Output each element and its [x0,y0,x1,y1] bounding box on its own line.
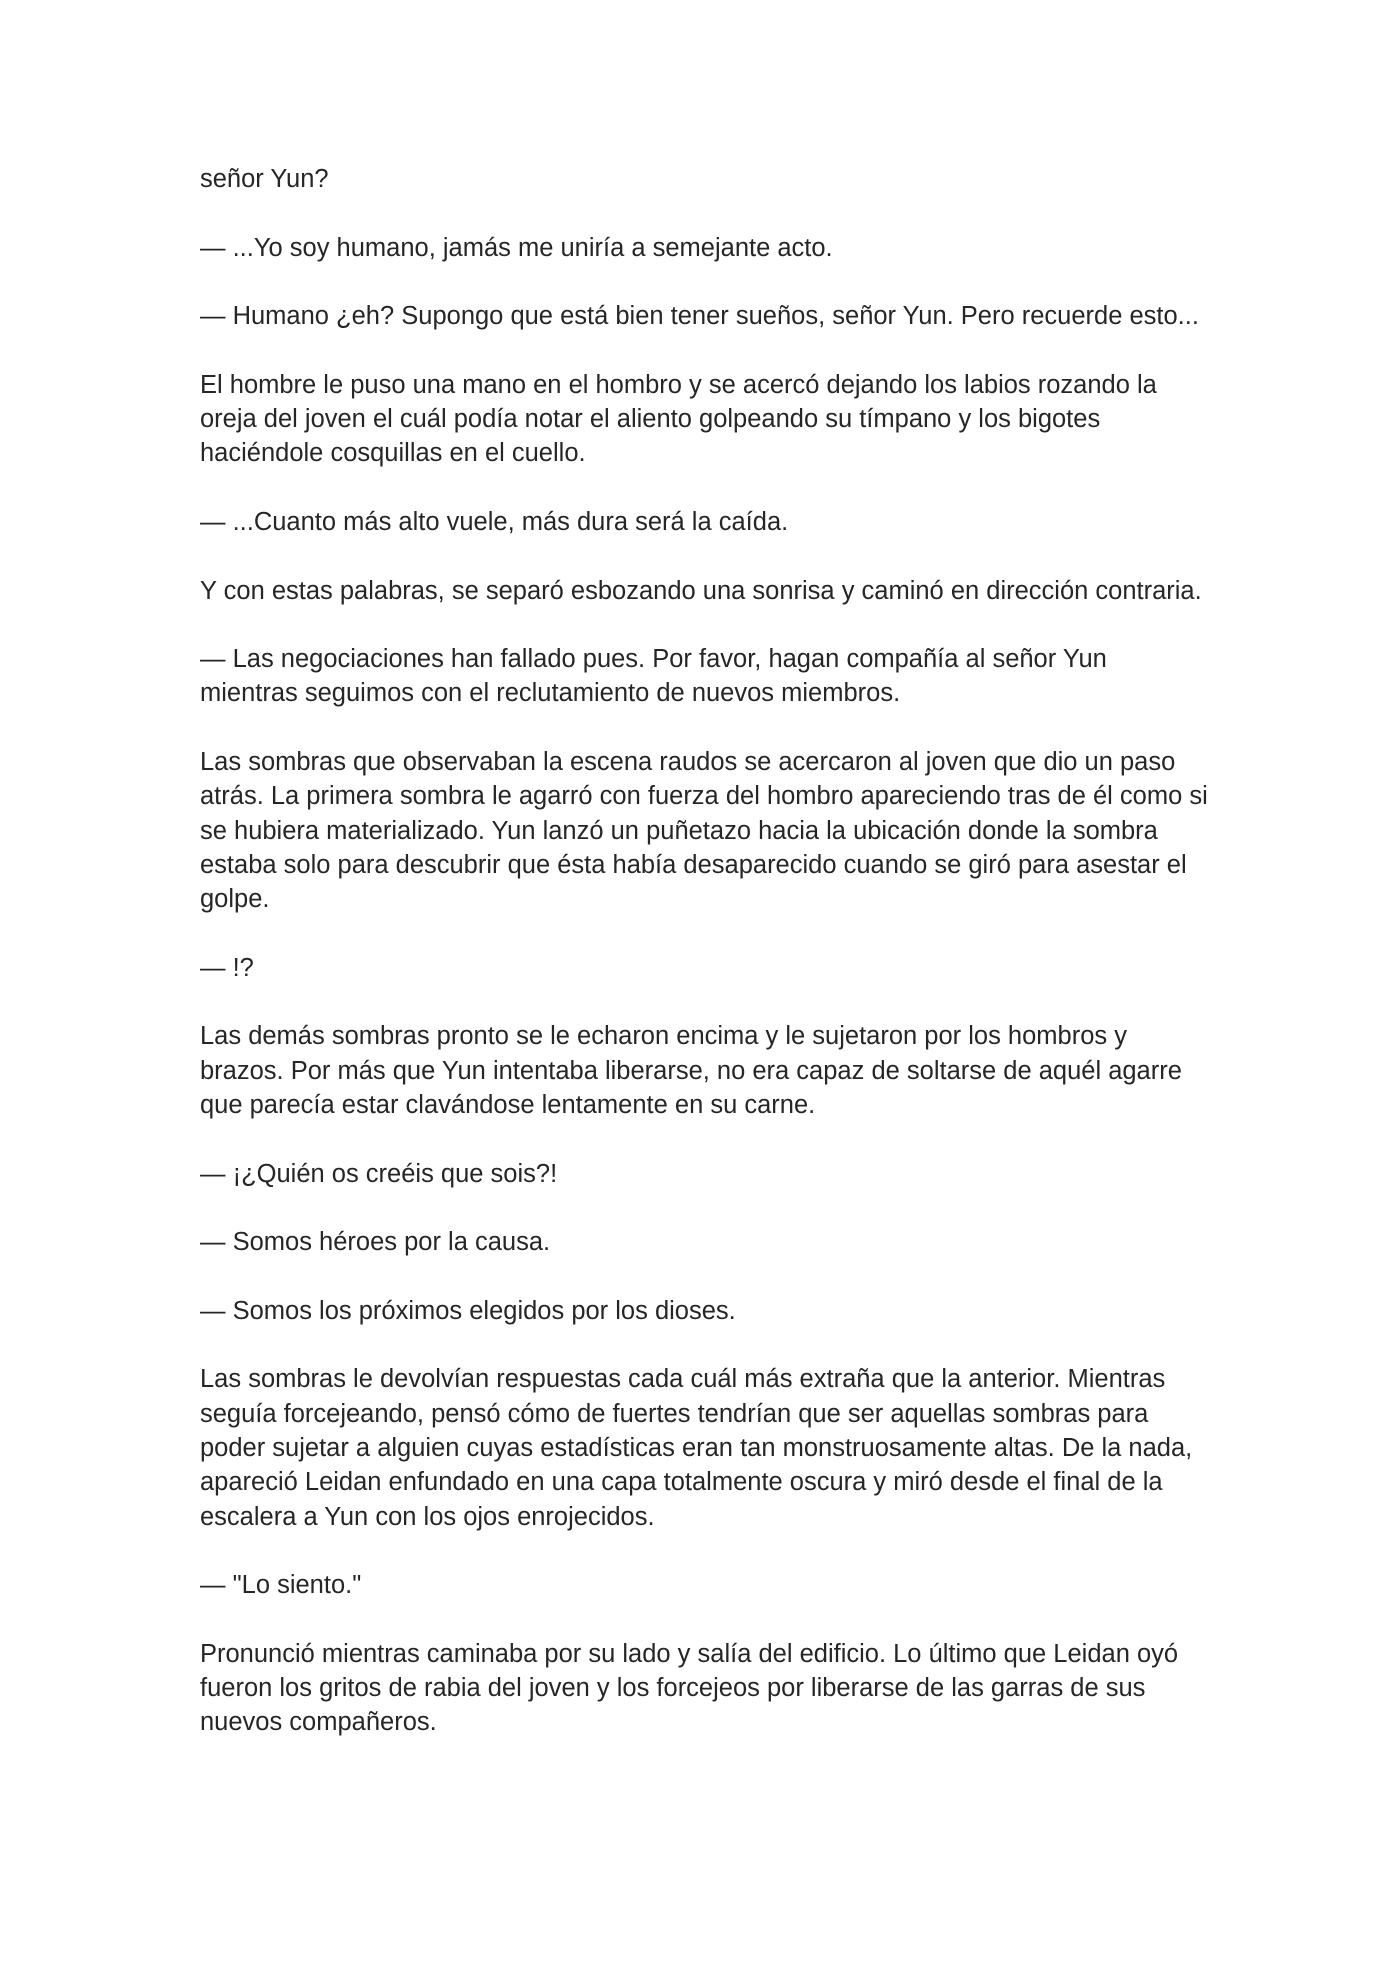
paragraph-9: — !? [200,953,254,982]
paragraph-14: Las sombras le devolvían respuestas cada cuál más extraña que la anterior. Mientras seguía forcejeando, pensó cómo de fuertes tendrían que ser aquellas sombras para poder sujetar a alguien cuyas estadísticas eran tan monstruosamente altas. De la nada, apareció Leidan enfundado en una capa totalmente oscura y miró desde el final de la escalera a Yun con los ojos enrojecidos. [200,1365,1193,1531]
document-body [200,162,1210,1774]
paragraph-15: — "Lo siento." [200,1571,362,1600]
paragraph-13: — Somos los próximos elegidos por los dioses. [200,1296,736,1325]
paragraph-8: Las sombras que observaban la escena raudos se acercaron al joven que dio un paso atrás. La primera sombra le agarró con fuerza del hombro apareciendo tras de él como si se hubiera materializado. Yun lanzó un puñetazo hacia la ubicación donde la sombra estaba solo para descubrir que ésta había desaparecido cuando se giró para asestar el golpe. [200,748,1208,914]
paragraph-12: — Somos héroes por la causa. [200,1228,551,1257]
paragraph-6: Y con estas palabras, se separó esbozando una sonrisa y caminó en dirección contraria. [200,576,1202,605]
paragraph-5: — ...Cuanto más alto vuele, más dura será la caída. [200,507,789,536]
paragraph-1: señor Yun? [200,165,329,193]
paragraph-11: — ¡¿Quién os creéis que sois?! [200,1159,558,1188]
paragraph-16: Pronunció mientras caminaba por su lado y salía del edificio. Lo último que Leidan oyó fueron los gritos de rabia del joven y los forcejeos por liberarse de las garras de sus nuevos compañeros. [200,1639,1179,1737]
paragraph-3: — Humano ¿eh? Supongo que está bien tener sueños, señor Yun. Pero recuerde esto... [200,302,1199,331]
paragraph-7: — Las negociaciones han fallado pues. Por favor, hagan compañía al señor Yun mientras seguimos con el reclutamiento de nuevos miembros. [200,645,1107,708]
paragraph-10: Las demás sombras pronto se le echaron encima y le sujetaron por los hombros y brazos. Por más que Yun intentaba liberarse, no era capaz de soltarse de aquél agarre que parecía estar clavándose lentamente en su carne. [200,1022,1182,1120]
paragraph-2: — ...Yo soy humano, jamás me uniría a semejante acto. [200,233,833,262]
paragraph-4: El hombre le puso una mano en el hombro y se acercó dejando los labios rozando la oreja del joven el cuál podía notar el aliento golpeando su tímpano y los bigotes haciéndole cosquillas en el cuello. [200,370,1157,468]
